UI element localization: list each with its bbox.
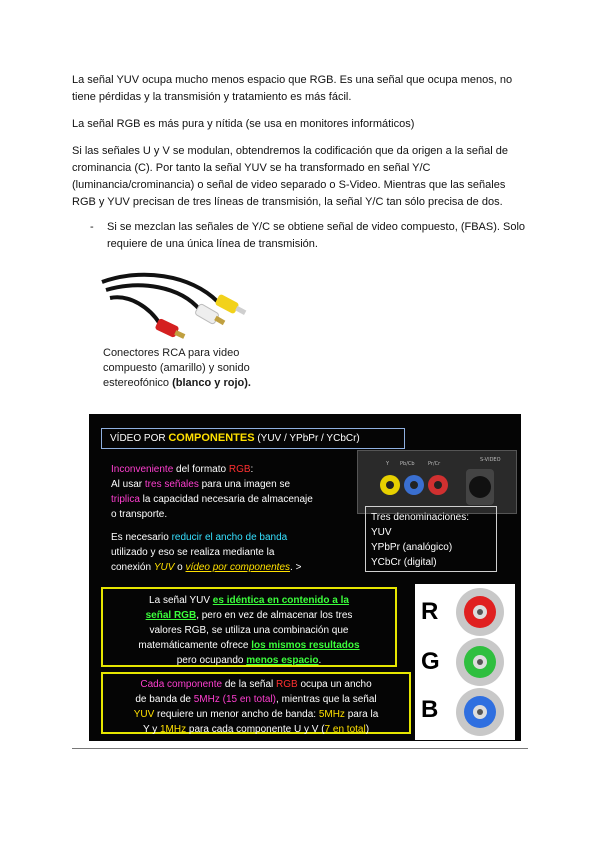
panel-label-svideo: S-VIDEO [480,457,501,463]
slide-rgb-drawback: Inconveniente del formato RGB: Al usar tres señales para una imagen se triplica la capacidad necesaria de almacenaje o transporte. [111,464,313,520]
rca-cables-image [100,268,250,348]
name-ycbcr: YCbCr (digital) [371,557,437,568]
slide-reduce-bandwidth: Es necesario reducir el ancho de banda utilizado y eso se realiza mediante la conexión YUV o vídeo por componentes. > [111,532,302,573]
rgb-connectors-image [415,584,515,740]
letter-b: B [421,696,439,723]
panel-label-pb: Pb/Cb [400,461,415,467]
paragraph-rgb-pure: La señal RGB es más pura y nítida (se usa en monitores informáticos) [72,118,415,130]
bandwidth-box: Cada componente de la señal RGB ocupa un ancho de banda de 5MHz (15 en total), mientras que la señal YUV requiere un menor ancho de banda: 5MHz para la Y y 1MHz para cada componente U y V (7 en total) [101,672,411,734]
name-yuv: YUV [371,527,392,538]
three-names-title: Tres denominaciones: [371,512,470,523]
letter-g: G [421,648,440,675]
page-divider [72,748,528,749]
bullet-dash: - [90,221,94,233]
name-ypbpr: YPbPr (analógico) [371,542,453,553]
rca-caption-line2: compuesto (amarillo) y sonido [103,362,250,374]
yuv-identical-box: La señal YUV es idéntica en contenido a la señal RGB, pero en vez de almacenar los tres valores RGB, se utiliza una combinación que matemáticamente ofrece los mismos resultados pero ocupando menos espacio. [101,587,397,667]
rca-caption-line1: Conectores RCA para video [103,347,240,359]
three-names-box [365,506,497,572]
slide-title: VÍDEO POR COMPONENTES (YUV / YPbPr / YCbCr) [101,428,405,449]
components-video-slide [89,414,521,741]
rca-caption [103,346,273,391]
paragraph-yuv-space: La señal YUV ocupa mucho menos espacio que RGB. Es una señal que ocupa menos, no tiene pérdidas y la transmisión y tratamiento es más fácil. [72,74,513,103]
letter-r: R [421,598,439,625]
rgb-jacks [445,584,515,740]
paragraph-uv-modulation: Si las señales U y V se modulan, obtendremos la codificación que da origen a la señal de crominancia (C). Por tanto la señal YUV se ha transformado en señal Y/C (luminancia/crominancia) o señal de video separado o S-Video. Mientras que las señales RGB y YUV precisan de tres líneas de transmisión, la señal Y/C tan sólo precisa de dos. [72,145,508,208]
component-connector-panel-image [357,450,517,514]
rca-caption-line3: estereofónico (blanco y rojo). [103,377,251,389]
panel-label-pr: Pr/Cr [428,461,441,467]
panel-label-y: Y [386,461,390,467]
bullet-text: Si se mezclan las señales de Y/C se obtiene señal de video compuesto, (FBAS). Solo requiere de una única línea de transmisión. [107,221,526,250]
